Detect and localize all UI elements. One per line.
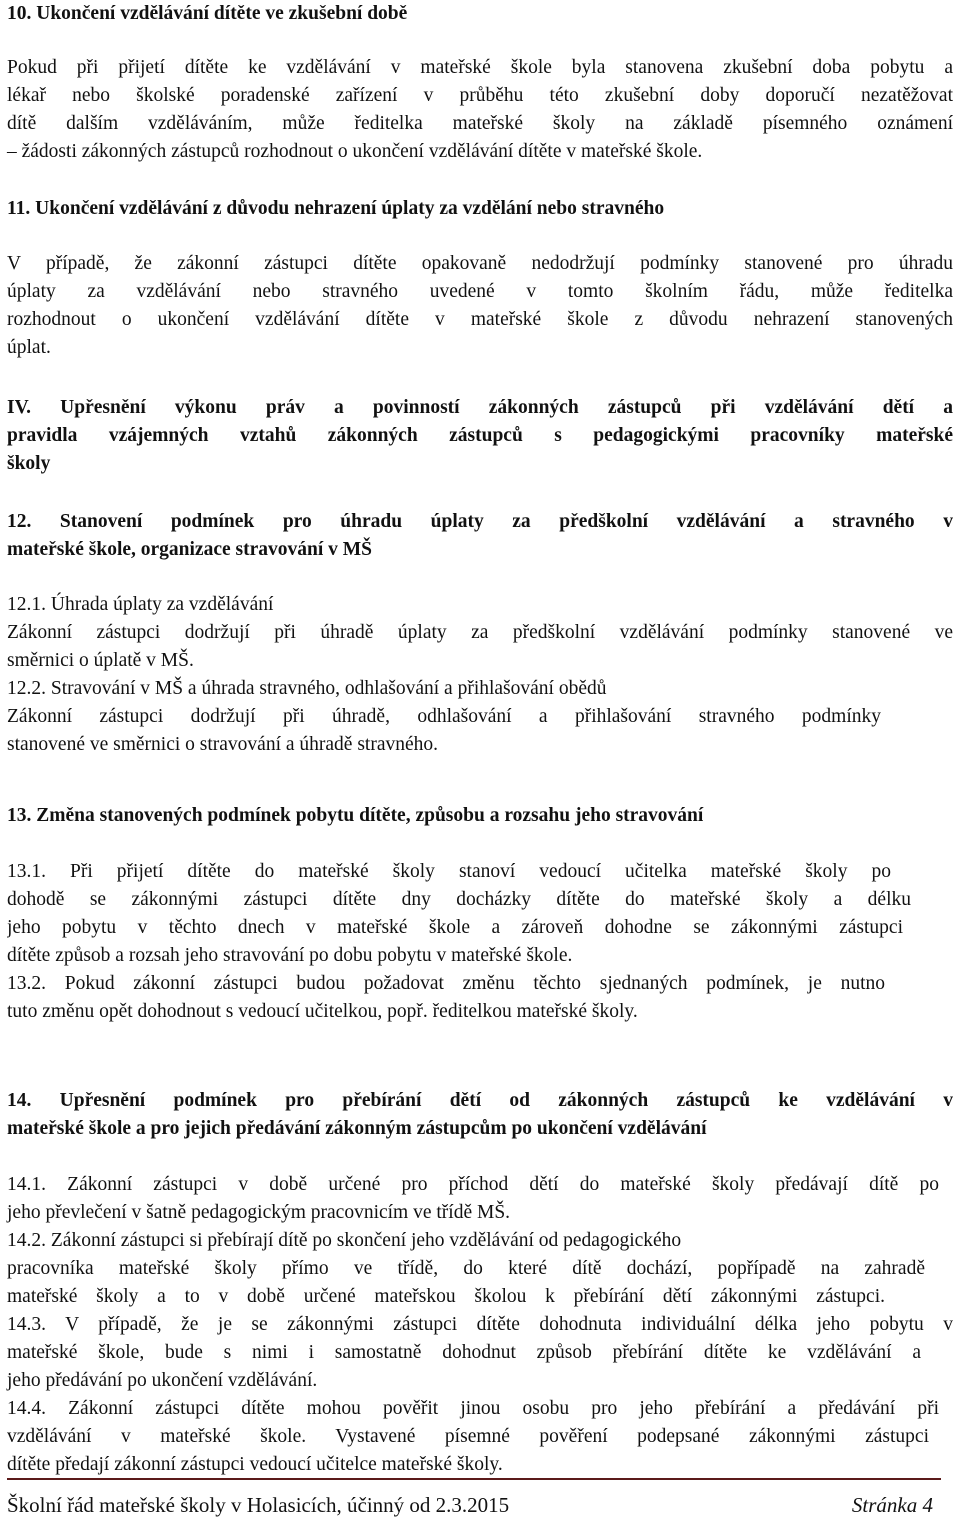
section-13-heading: 13. Změna stanovených podmínek pobytu dítěte, způsobu a rozsahu jeho stravování — [7, 805, 704, 826]
paragraph-line: 12.2. Stravování v MŠ a úhrada stravného, odhlašování a přihlašování obědů — [7, 678, 607, 699]
paragraph-line: dohodě se zákonnými zástupci dítěte dny docházky dítěte do mateřské školy a délku — [7, 889, 911, 910]
paragraph-line: vzdělávání v mateřské škole. Vystavené písemné pověření podepsané zákonnými zástupci — [7, 1426, 929, 1447]
paragraph-line: 14.3. V případě, že je se zákonnými zástupci dítěte dohodnuta individuální délka jeho pobytu v — [7, 1314, 953, 1335]
heading-line: mateřské škole, organizace stravování v MŠ — [7, 539, 373, 560]
section-10-paragraph — [7, 54, 953, 166]
section-14-heading — [7, 1087, 953, 1143]
paragraph-line: pracovníka mateřské školy přímo ve třídě, do které dítě dochází, popřípadě na zahradě — [7, 1258, 925, 1279]
paragraph-line: rozhodnout o ukončení vzdělávání dítěte v mateřské škole z důvodu nehrazení stanovených — [7, 309, 953, 330]
heading-line: mateřské škole a pro jejich předávání zákonným zástupcům po ukončení vzdělávání — [7, 1118, 707, 1139]
paragraph-line: jeho předávání po ukončení vzdělávání. — [7, 1370, 318, 1391]
paragraph-line: – žádosti zákonných zástupců rozhodnout o ukončení vzdělávání dítěte v mateřské škole. — [7, 141, 703, 162]
paragraph-line: lékař nebo školské poradenské zařízení v průběhu této zkušební doby doporučí nezatěžovat — [7, 85, 953, 106]
heading-line: školy — [7, 453, 51, 474]
footer-divider — [7, 1478, 941, 1480]
paragraph-line: 14.2. Zákonní zástupci si přebírají dítě po skončení jeho vzdělávání od pedagogického — [7, 1230, 682, 1251]
heading-line: IV. Upřesnění výkonu práv a povinností zákonných zástupců při vzdělávání dětí a — [7, 397, 953, 418]
paragraph-line: 14.1. Zákonní zástupci v době určené pro příchod dětí do mateřské školy předávají dítě po — [7, 1174, 939, 1195]
paragraph-line: Pokud při přijetí dítěte ke vzdělávání v mateřské škole byla stanovena zkušební doba pobytu a — [7, 57, 953, 78]
paragraph-line: úplaty za vzdělávání nebo stravného uvedené v tomto školním řádu, může ředitelka — [7, 281, 953, 302]
section-14-paragraph — [7, 1171, 953, 1479]
heading-line: pravidla vzájemných vztahů zákonných zástupců s pedagogickými pracovníky mateřské — [7, 425, 953, 446]
paragraph-line: jeho převlečení v šatně pedagogickým pracovnicím ve třídě MŠ. — [7, 1202, 511, 1223]
footer-document-title: Školní řád mateřské školy v Holasicích, účinný od 2.3.2015 — [7, 1493, 510, 1517]
paragraph-line: 14.4. Zákonní zástupci dítěte mohou pověřit jinou osobu pro jeho přebírání a předávání při — [7, 1398, 939, 1419]
paragraph-line: mateřské škole, bude s nimi i samostatně dohodnut způsob přebírání dítěte ke vzdělávání a — [7, 1342, 921, 1363]
section-12-paragraph — [7, 591, 953, 759]
paragraph-line: stanovené ve směrnici o stravování a úhradě stravného. — [7, 734, 439, 755]
section-11-paragraph — [7, 250, 953, 362]
paragraph-line: jeho pobytu v těchto dnech v mateřské škole a zároveň dohodne se zákonnými zástupci — [7, 917, 903, 938]
paragraph-line: 13.2. Pokud zákonní zástupci budou požadovat změnu těchto sjednaných podmínek, je nutno — [7, 973, 885, 994]
paragraph-line: tuto změnu opět dohodnout s vedoucí učitelkou, popř. ředitelkou mateřské školy. — [7, 1001, 638, 1022]
section-12-heading — [7, 508, 953, 564]
section-11-heading: 11. Ukončení vzdělávání z důvodu nehrazení úplaty za vzdělání nebo stravného — [7, 198, 665, 219]
paragraph-line: 13.1. Při přijetí dítěte do mateřské školy stanoví vedoucí učitelka mateřské školy po — [7, 861, 891, 882]
section-13-paragraph — [7, 858, 953, 1026]
paragraph-line: dítěte předají zákonní zástupci vedoucí učitelce mateřské školy. — [7, 1454, 503, 1475]
heading-line: 14. Upřesnění podmínek pro přebírání dětí od zákonných zástupců ke vzdělávání v — [7, 1090, 953, 1111]
paragraph-line: V případě, že zákonní zástupci dítěte opakovaně nedodržují podmínky stanovené pro úhradu — [7, 253, 953, 274]
paragraph-line: 12.1. Úhrada úplaty za vzdělávání — [7, 594, 274, 615]
section-10-heading: 10. Ukončení vzdělávání dítěte ve zkušební době — [7, 3, 408, 24]
paragraph-line: Zákonní zástupci dodržují při úhradě, odhlašování a přihlašování stravného podmínky — [7, 706, 881, 727]
page-footer — [7, 1491, 933, 1519]
section-IV-heading — [7, 394, 953, 478]
heading-line: 12. Stanovení podmínek pro úhradu úplaty za předškolní vzdělávání a stravného v — [7, 511, 953, 532]
paragraph-line: dítěte způsob a rozsah jeho stravování po dobu pobytu v mateřské škole. — [7, 945, 573, 966]
paragraph-line: mateřské školy a to v době určené mateřskou školou k přebírání dětí zákonnými zástupci. — [7, 1286, 885, 1307]
paragraph-line: dítě dalším vzděláváním, může ředitelka mateřské školy na základě písemného oznámení — [7, 113, 953, 134]
paragraph-line: úplat. — [7, 337, 51, 358]
paragraph-line: směrnici o úplatě v MŠ. — [7, 650, 194, 671]
paragraph-line: Zákonní zástupci dodržují při úhradě úplaty za předškolní vzdělávání podmínky stanovené ve — [7, 622, 953, 643]
footer-page-number: Stránka 4 — [851, 1493, 933, 1517]
